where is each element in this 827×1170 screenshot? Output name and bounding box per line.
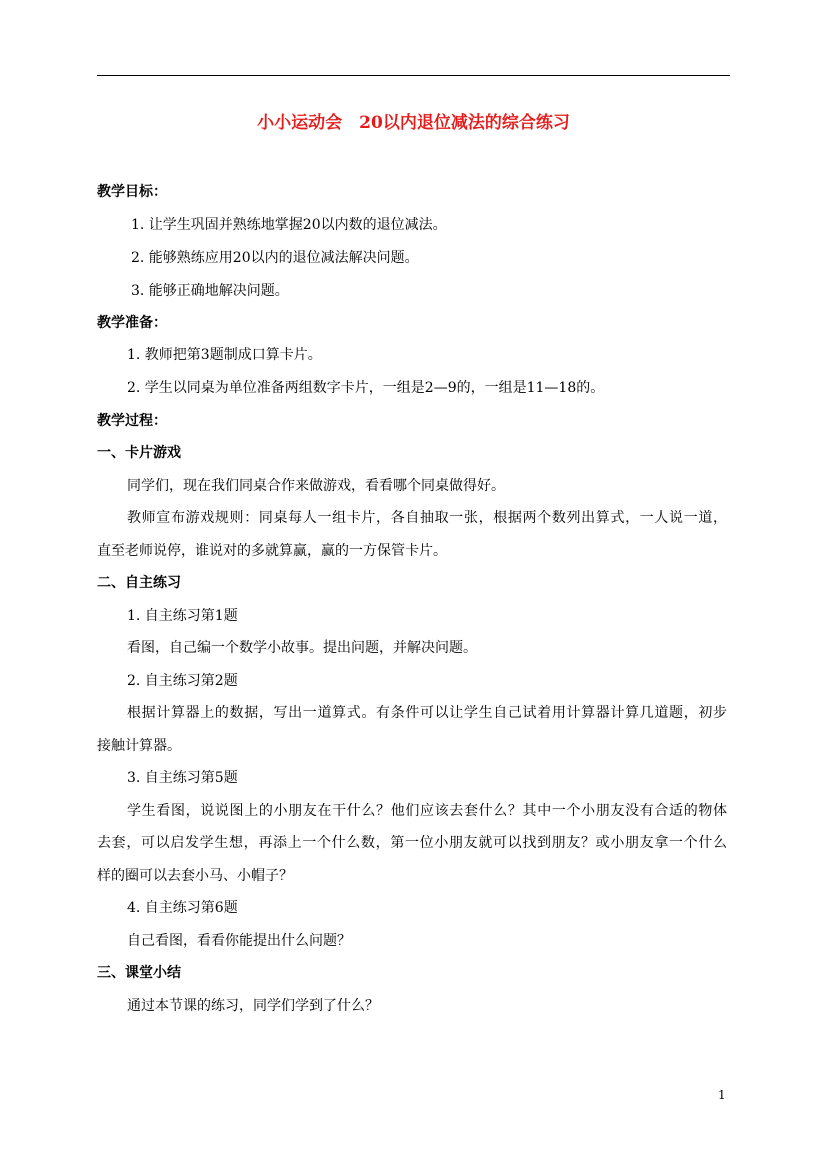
exercise-4-text: 自己看图，看看你能提出什么问题？ xyxy=(127,933,351,949)
prep-heading: 教学准备： xyxy=(97,315,167,331)
exercise-2-line-2: 接触计算器。 xyxy=(97,738,181,754)
exercise-3-line-1: 学生看图，说说图上的小朋友在干什么？他们应该去套什么？其中一个小朋友没有合适的物体 xyxy=(127,803,727,819)
document-title: 小小运动会 20以内退位减法的综合练习 xyxy=(257,113,570,133)
goals-heading: 教学目标： xyxy=(97,184,167,200)
part1-paragraph-2-line-1: 教师宣布游戏规则：同桌每人一组卡片，各自抽取一张，根据两个数列出算式，一人说一道， xyxy=(127,510,727,526)
goal-item-2: 2. 能够熟练应用20以内的退位减法解决问题。 xyxy=(131,250,419,266)
process-heading: 教学过程： xyxy=(97,413,167,429)
exercise-4-title: 4. 自主练习第6题 xyxy=(127,900,238,916)
goal-item-3: 3. 能够正确地解决问题。 xyxy=(131,283,289,299)
exercise-3-line-3: 样的圈可以去套小马、小帽子？ xyxy=(97,868,293,884)
part1-paragraph-1: 同学们，现在我们同桌合作来做游戏，看看哪个同桌做得好。 xyxy=(127,478,505,494)
part3-heading: 三、课堂小结 xyxy=(97,965,181,981)
part1-paragraph-2-line-2: 直至老师说停，谁说对的多就算赢，赢的一方保管卡片。 xyxy=(97,543,447,559)
prep-item-2: 2. 学生以同桌为单位准备两组数字卡片，一组是2—9的，一组是11—18的。 xyxy=(127,380,605,396)
exercise-1-title: 1. 自主练习第1题 xyxy=(127,608,238,624)
part1-heading: 一、卡片游戏 xyxy=(97,445,181,461)
exercise-3-line-2: 去套，可以启发学生想，再添上一个什么数，第一位小朋友就可以找到朋友？或小朋友拿一个什么 xyxy=(97,835,727,851)
page-number: 1 xyxy=(718,1088,726,1102)
exercise-1-text: 看图，自己编一个数学小故事。提出问题，并解决问题。 xyxy=(127,640,477,656)
exercise-2-title: 2. 自主练习第2题 xyxy=(127,673,238,689)
part2-heading: 二、自主练习 xyxy=(97,575,181,591)
part3-text: 通过本节课的练习，同学们学到了什么？ xyxy=(127,998,379,1014)
prep-item-1: 1. 教师把第3题制成口算卡片。 xyxy=(127,347,322,363)
goal-item-1: 1. 让学生巩固并熟练地掌握20以内数的退位减法。 xyxy=(131,217,447,233)
header-rule xyxy=(97,75,730,76)
exercise-3-title: 3. 自主练习第5题 xyxy=(127,770,238,786)
exercise-2-line-1: 根据计算器上的数据，写出一道算式。有条件可以让学生自己试着用计算器计算几道题，初步 xyxy=(127,705,727,721)
